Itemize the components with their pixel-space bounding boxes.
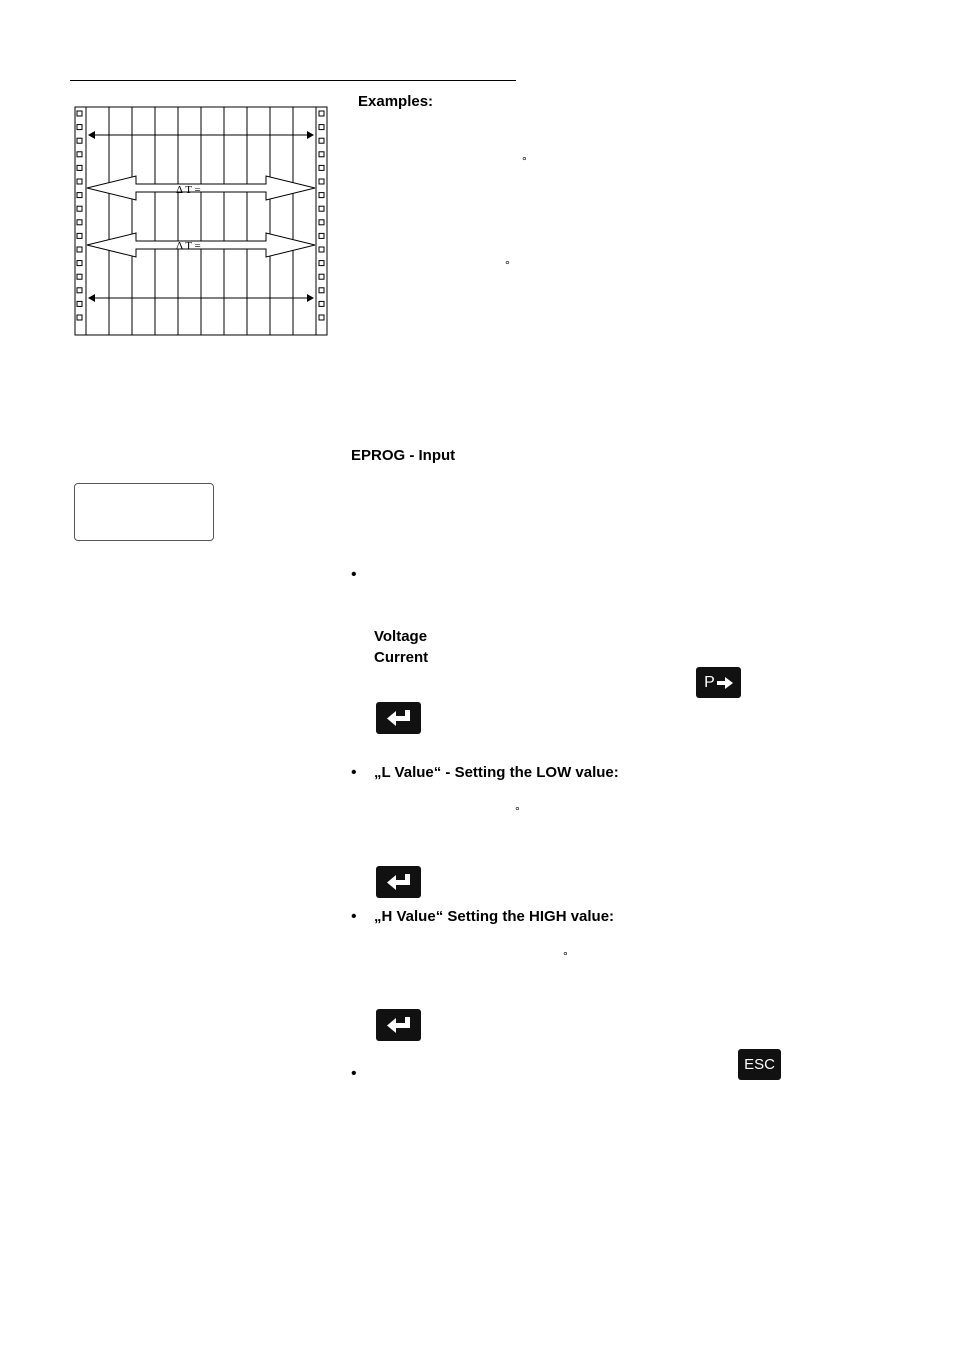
sprocket-hole (77, 261, 82, 266)
degree-mark-2: ° (505, 258, 510, 272)
l-value-heading: „L Value“ - Setting the LOW value: (374, 764, 619, 781)
bullet-1: • (351, 566, 357, 583)
sprocket-hole (319, 261, 324, 266)
sprocket-hole (319, 138, 324, 143)
sprocket-hole (77, 315, 82, 320)
enter-key-icon (376, 702, 421, 734)
chart-paper-diagram (74, 106, 328, 336)
sprocket-hole (77, 165, 82, 170)
header-rule (70, 80, 516, 81)
sprocket-hole (319, 274, 324, 279)
degree-mark-4: ° (563, 949, 568, 963)
sprocket-hole (77, 220, 82, 225)
h-value-heading: „H Value“ Setting the HIGH value: (374, 908, 615, 925)
enter-arrow-icon (386, 710, 412, 726)
sprocket-hole (77, 274, 82, 279)
sprocket-hole (319, 301, 324, 306)
sprocket-hole (77, 233, 82, 238)
sprocket-hole (77, 247, 82, 252)
enter-arrow-icon (386, 874, 412, 890)
sprocket-hole (77, 179, 82, 184)
sprocket-hole (319, 233, 324, 238)
delta-t-label-lower: Δ T = (176, 240, 201, 252)
examples-heading: Examples: (358, 93, 434, 110)
sprocket-hole (319, 315, 324, 320)
sprocket-hole (319, 247, 324, 252)
sprocket-hole (77, 111, 82, 116)
right-arrow-icon (717, 677, 733, 689)
program-key-icon (696, 667, 741, 698)
degree-mark-1: ° (522, 154, 527, 168)
sprocket-hole (77, 152, 82, 157)
program-key-label: P (704, 673, 715, 691)
eprog-input-heading: EPROG - Input (351, 447, 456, 464)
delta-t-label-upper: Δ T = (176, 184, 201, 196)
sprocket-hole (77, 206, 82, 211)
sprocket-hole (77, 288, 82, 293)
sprocket-hole (319, 288, 324, 293)
sprocket-hole (319, 165, 324, 170)
enter-key-icon (376, 866, 421, 898)
sprocket-hole (319, 125, 324, 130)
sprocket-hole (319, 206, 324, 211)
enter-key-icon (376, 1009, 421, 1041)
esc-key-icon: ESC (738, 1049, 781, 1080)
sprocket-hole (77, 138, 82, 143)
sprocket-hole (319, 193, 324, 198)
sprocket-hole (77, 193, 82, 198)
option-voltage: Voltage (374, 628, 428, 645)
option-current: Current (374, 649, 429, 666)
sprocket-hole (77, 301, 82, 306)
bullet-4: • (351, 1065, 357, 1082)
display-box (74, 483, 214, 541)
sprocket-hole (319, 152, 324, 157)
degree-mark-3: ° (515, 804, 520, 818)
bullet-3: • (351, 908, 357, 925)
sprocket-hole (319, 111, 324, 116)
sprocket-hole (319, 179, 324, 184)
bullet-2: • (351, 764, 357, 781)
sprocket-hole (319, 220, 324, 225)
sprocket-hole (77, 125, 82, 130)
enter-arrow-icon (386, 1017, 412, 1033)
